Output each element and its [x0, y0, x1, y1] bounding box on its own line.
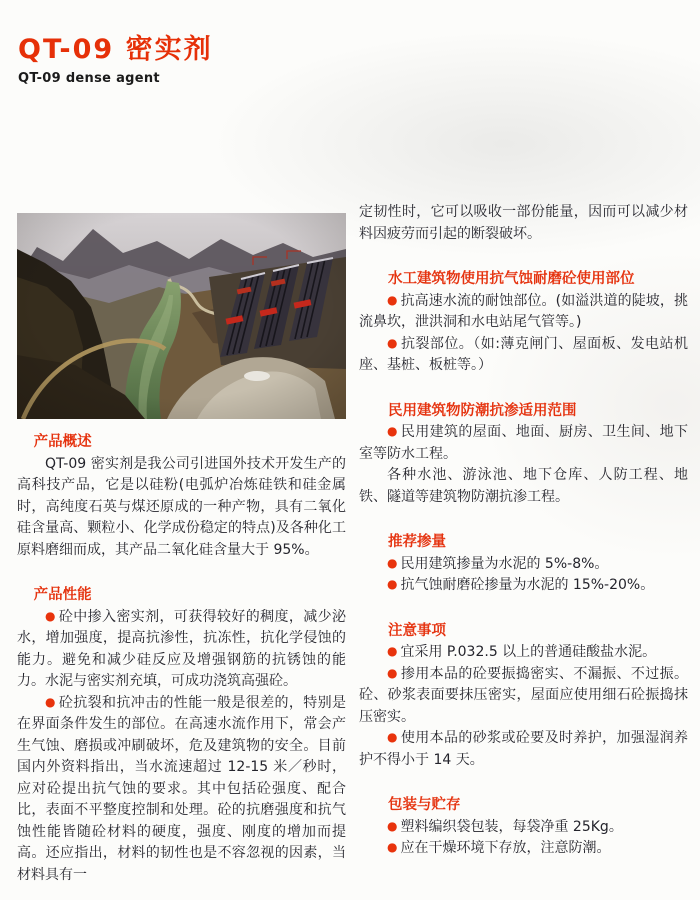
civil-extra: 各种水池、游泳池、地下仓库、人防工程、地铁、隧道等建筑物防潮抗渗工程。 [359, 467, 688, 505]
overview-body: QT-09 密实剂是我公司引进国外技术开发生产的高科技产品，它是以硅粉(电弧炉冶炼硅铁和硅金属时，高纯度石英与煤还原成的一种产物，具有二氧化硅含量高、颗粒小、化学成份稳定的特点)及各种化工原料磨细而成，其产品二氧化硅含量大于 95%。 [17, 455, 346, 558]
bullet-icon: ● [387, 840, 398, 854]
dosage-heading: 推荐掺量 [388, 534, 446, 550]
notes-item-3-text: 使用本品的砂浆或砼要及时养护，加强湿润养护不得小于 14 天。 [359, 730, 688, 768]
notes-item-3 [359, 728, 688, 771]
section-civil-use [359, 401, 688, 509]
performance-item-1-text: 砼中掺入密实剂，可获得较好的稠度，减少泌水，增加强度，提高抗渗性，抗冻性，抗化学侵蚀的能力。避免和减少硅反应及增强钢筋的抗锈蚀的能力。水泥与密实剂充填，可成功浇筑高强砼。 [17, 608, 346, 689]
dosage-item-2 [359, 575, 688, 597]
notes-item-1-text: 宜采用 P.032.5 以上的普通硅酸盐水泥。 [400, 644, 657, 660]
right-column [359, 202, 688, 860]
dam-construction-photo [17, 213, 346, 419]
bullet-icon: ● [387, 818, 398, 833]
hydraulic-item-2-text: 抗裂部位。（如:薄克闸门、屋面板、发电站机座、基桩、板桩等。） [359, 335, 688, 373]
dosage-item-1-text: 民用建筑掺量为水泥的 5%-8%。 [400, 555, 609, 572]
performance-heading: 产品性能 [33, 587, 92, 603]
bullet-icon: ● [387, 292, 398, 307]
bullet-icon: ● [45, 694, 56, 709]
hydraulic-heading: 水工建筑物使用抗气蚀耐磨砼使用部位 [388, 271, 635, 287]
performance-continuation: 定韧性时，它可以吸收一部份能量，因而可以减少材料因疲劳而引起的断裂破坏。 [359, 204, 688, 242]
hydraulic-item-1-text: 抗高速水流的耐蚀部位。(如溢洪道的陡坡，挑流鼻坎，泄洪洞和水电站尾气管等。) [359, 292, 688, 330]
packaging-heading: 包装与贮存 [388, 797, 461, 813]
section-hydraulic-use [359, 269, 688, 377]
dosage-item-2-text: 抗气蚀耐磨砼掺量为水泥的 15%-20%。 [400, 577, 655, 593]
overview-heading: 产品概述 [33, 434, 92, 450]
section-dosage [359, 532, 688, 597]
bullet-icon: ● [387, 424, 398, 438]
bullet-icon: ● [387, 644, 398, 658]
notes-item-2-text: 掺用本品的砼要振捣密实、不漏振、不过振。砼、砂浆表面要抹压密实，屋面应使用细石砼振捣抹压密实。 [359, 665, 688, 725]
section-performance [17, 585, 346, 886]
performance-item-2 [17, 693, 346, 887]
packaging-item-1-text: 塑料编织袋包装，每袋净重 25Kg。 [400, 818, 623, 835]
packaging-item-1 [359, 817, 688, 839]
civil-item-1 [359, 422, 688, 465]
hydraulic-item-2 [359, 334, 688, 377]
civil-item-1-text: 民用建筑的屋面、地面、厨房、卫生间、地下室等防水工程。 [359, 424, 688, 462]
performance-item-1 [17, 607, 346, 693]
notes-heading: 注意事项 [388, 622, 446, 639]
hydraulic-item-1 [359, 291, 688, 334]
bullet-icon: ● [387, 730, 398, 744]
notes-item-1 [359, 642, 688, 664]
bullet-icon: ● [387, 665, 398, 680]
bullet-icon: ● [387, 577, 398, 591]
notes-item-2 [359, 664, 688, 729]
left-column [17, 213, 346, 886]
packaging-item-2 [359, 838, 688, 860]
bullet-icon: ● [387, 335, 398, 350]
civil-heading: 民用建筑物防潮抗渗适用范围 [388, 402, 577, 419]
bullet-icon: ● [387, 555, 398, 570]
dosage-item-1 [359, 554, 688, 576]
photo-vignette [17, 213, 346, 419]
page-title: QT-09 密实剂 [18, 34, 213, 65]
page-subtitle: QT-09 dense agent [18, 71, 160, 87]
bullet-icon: ● [45, 608, 56, 623]
section-overview [17, 432, 346, 561]
section-notes [359, 621, 688, 772]
section-packaging [359, 795, 688, 860]
page-header [18, 34, 213, 86]
packaging-item-2-text: 应在干燥环境下存放，注意防潮。 [400, 840, 611, 856]
performance-item-2-text: 砼抗裂和抗冲击的性能一般是很差的，特别是在界面条件发生的部位。在高速水流作用下，常会产生气蚀、磨损或冲刷破坏，危及建筑物的安全。目前国内外资料指出，当水流速超过 12-15 米／秒时，应对砼提出抗气蚀的要求。其中包括砼强度、配合比，表面不平整度控制和处理。砼的抗磨强度和抗气蚀性能皆随砼材料的硬度，强度、刚度的增加而提高。还应指出，材料的韧性也是不容忽视的因素，当材料具有一 [17, 694, 346, 883]
